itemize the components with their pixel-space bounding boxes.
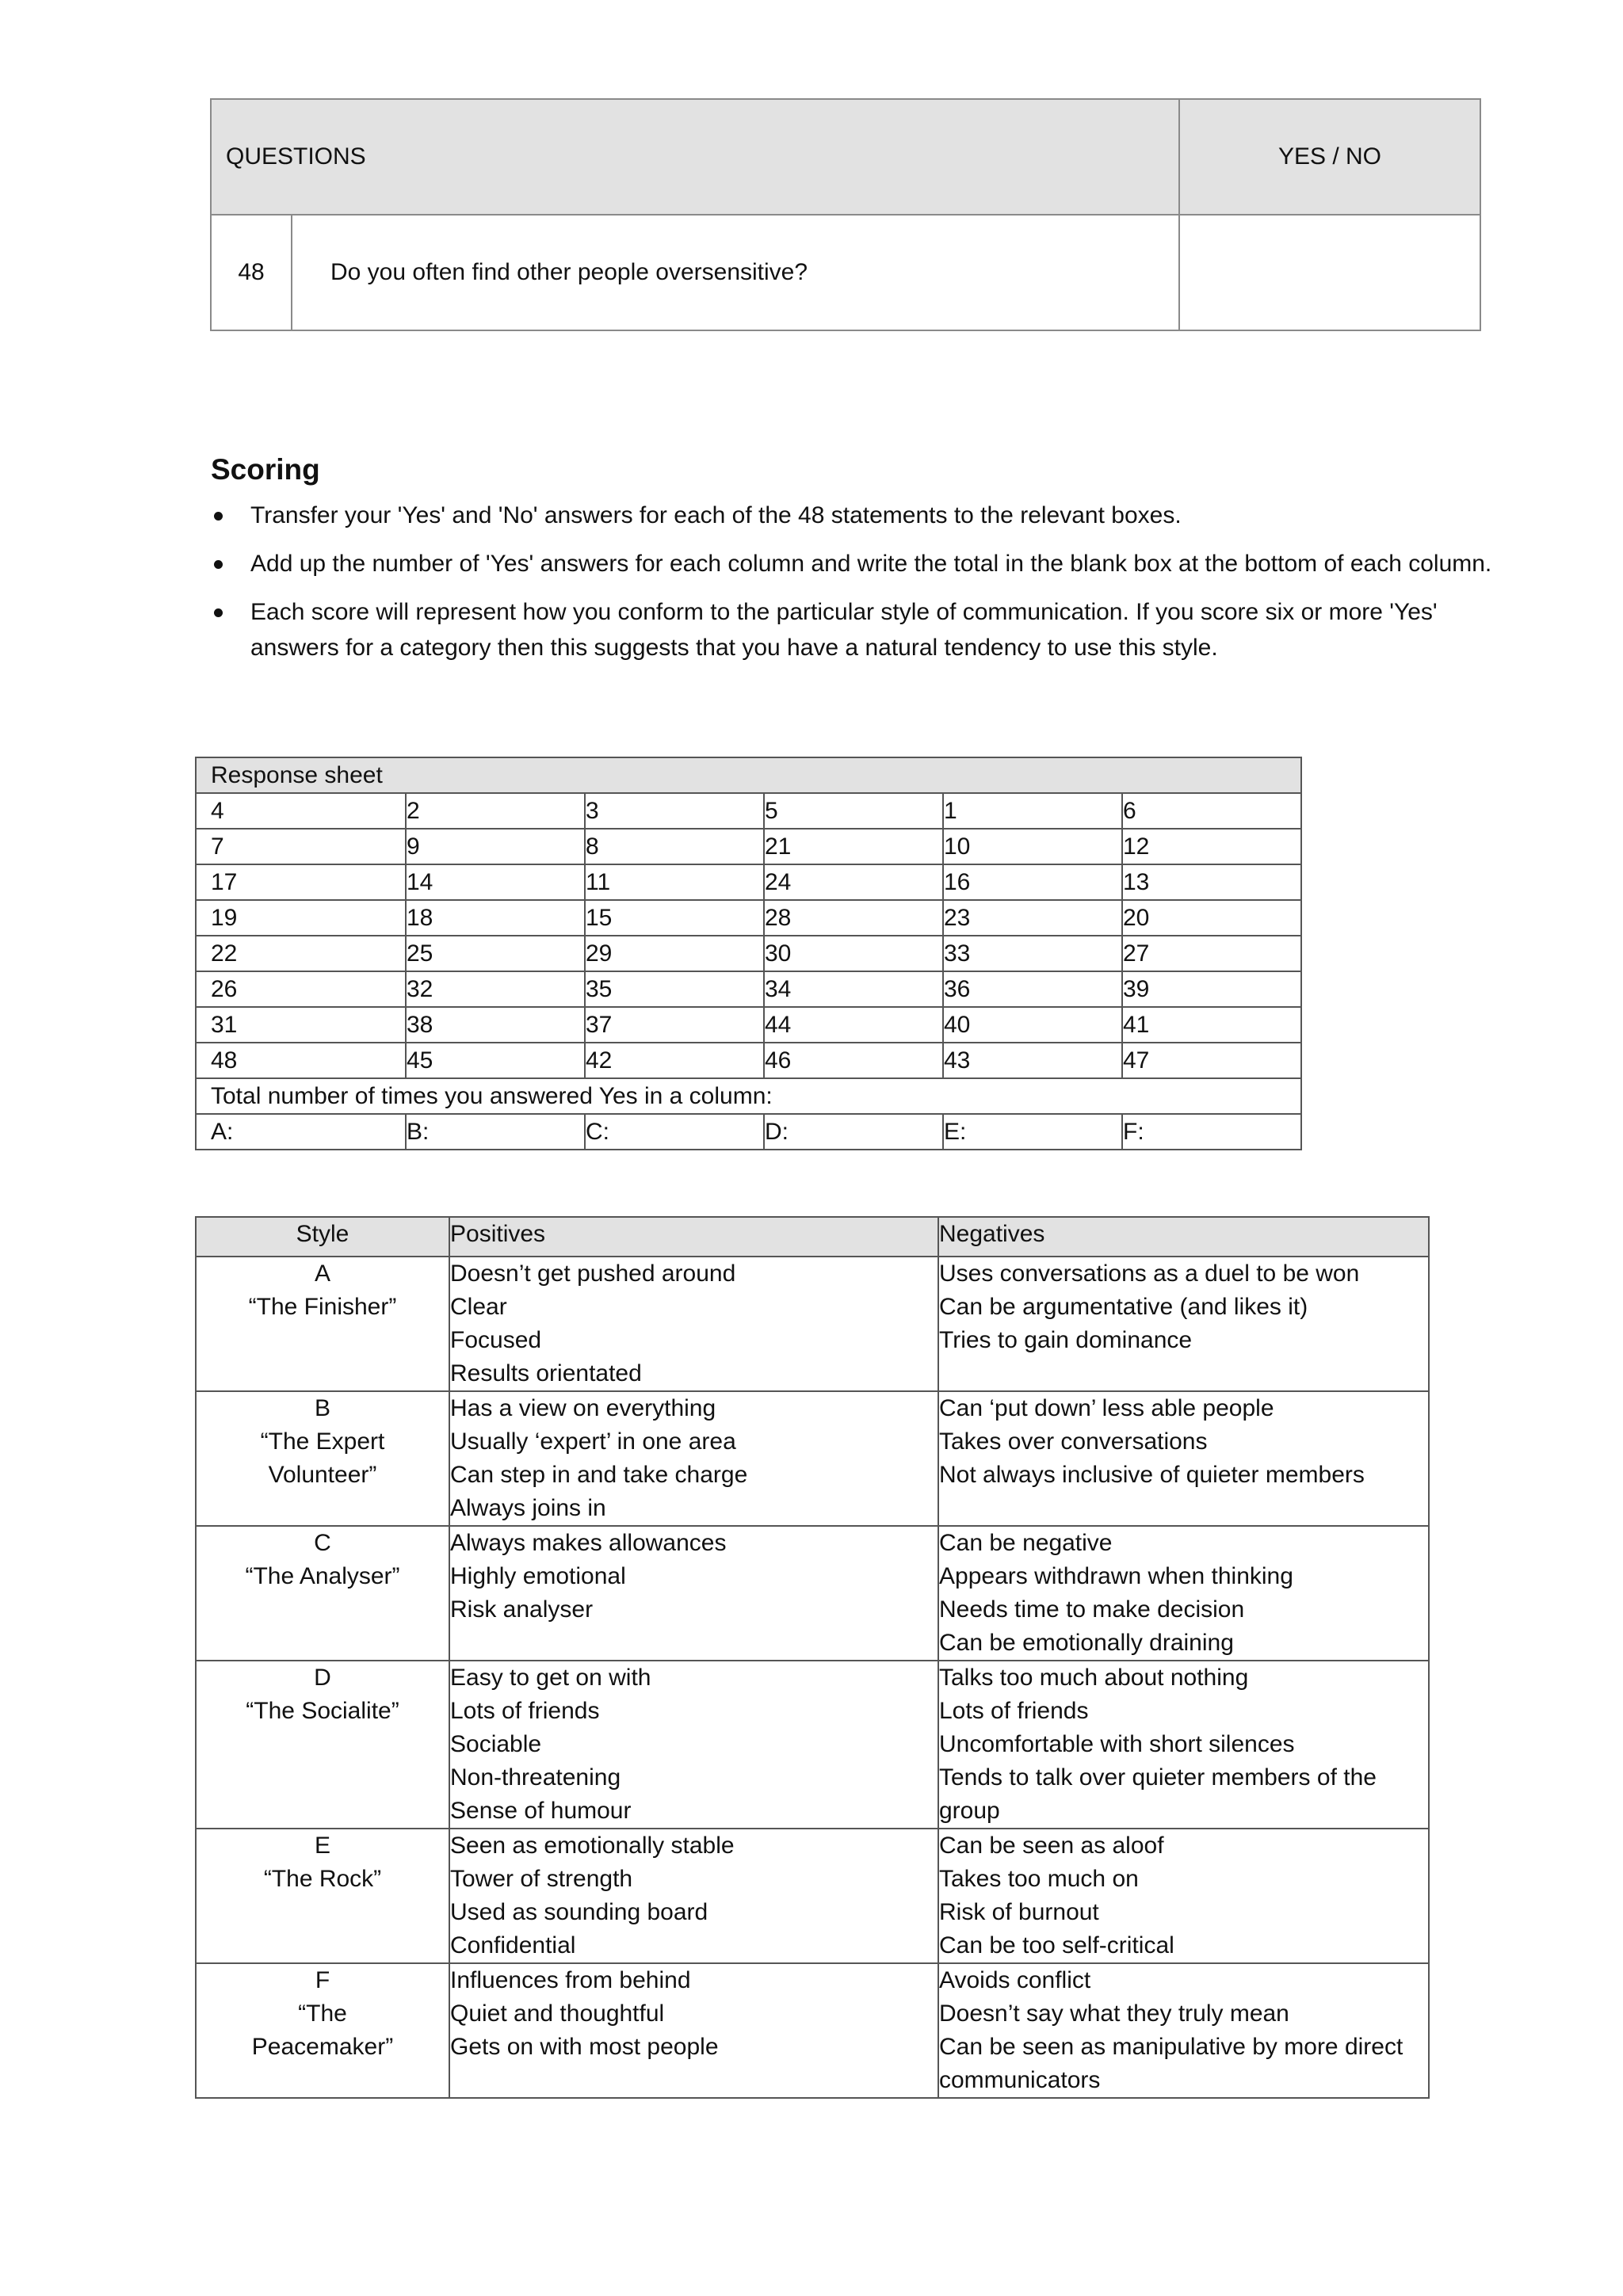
- scoring-bullet: Transfer your 'Yes' and 'No' answers for each of the 48 statements to the relevant boxes.: [211, 498, 1495, 533]
- statement-number-cell: 23: [943, 900, 1122, 936]
- positive-trait: Clear: [450, 1294, 507, 1320]
- negative-trait: Can ‘put down’ less able people: [939, 1395, 1274, 1421]
- statement-number-cell: 46: [764, 1043, 943, 1078]
- negatives-cell: [938, 1257, 1429, 1391]
- style-row: [196, 1829, 1429, 1963]
- statement-number-cell: 4: [196, 793, 406, 829]
- negative-trait: Avoids conflict: [939, 1967, 1091, 1993]
- positive-trait: Gets on with most people: [450, 2034, 719, 2060]
- statement-number-cell: 38: [406, 1007, 585, 1043]
- statement-number-cell: 34: [764, 971, 943, 1007]
- statement-number-cell: 47: [1122, 1043, 1301, 1078]
- negative-trait: Takes too much on: [939, 1866, 1139, 1892]
- style-name: “The Rock”: [263, 1866, 382, 1892]
- statement-number-cell: 20: [1122, 900, 1301, 936]
- statement-number-cell: 40: [943, 1007, 1122, 1043]
- style-cell: [196, 1391, 449, 1526]
- statement-number-cell: 2: [406, 793, 585, 829]
- statement-number-cell: 37: [585, 1007, 764, 1043]
- positive-trait: Has a view on everything: [450, 1395, 716, 1421]
- positive-trait: Confidential: [450, 1932, 576, 1958]
- statement-number-cell: 17: [196, 864, 406, 900]
- negative-trait: Can be too self-critical: [939, 1932, 1174, 1958]
- negative-trait: Risk of burnout: [939, 1899, 1099, 1925]
- statement-number-cell: 10: [943, 829, 1122, 864]
- statement-number-cell: 35: [585, 971, 764, 1007]
- style-cell: [196, 1526, 449, 1661]
- statement-number-cell: 42: [585, 1043, 764, 1078]
- response-row: [196, 900, 1301, 936]
- style-name: “The Analyser”: [245, 1563, 400, 1589]
- question-number: 48: [211, 215, 292, 330]
- positive-trait: Sociable: [450, 1731, 542, 1757]
- total-column-b[interactable]: B:: [406, 1114, 585, 1150]
- statement-number-cell: 15: [585, 900, 764, 936]
- style-name: “The Expert Volunteer”: [260, 1428, 385, 1488]
- negative-trait: Uncomfortable with short silences: [939, 1731, 1295, 1757]
- statement-number-cell: 43: [943, 1043, 1122, 1078]
- statement-number-cell: 31: [196, 1007, 406, 1043]
- positive-trait: Doesn’t get pushed around: [450, 1261, 736, 1287]
- questions-header-row: [211, 99, 1480, 215]
- statement-number-cell: 29: [585, 936, 764, 971]
- style-row: [196, 1257, 1429, 1391]
- style-row: [196, 1661, 1429, 1829]
- positive-trait: Used as sounding board: [450, 1899, 708, 1925]
- response-sheet-title: Response sheet: [196, 757, 1301, 793]
- question-row: [211, 215, 1480, 330]
- style-name: “The Peacemaker”: [251, 2000, 394, 2060]
- style-name: “The Socialite”: [246, 1698, 399, 1724]
- styles-body: [196, 1257, 1429, 2098]
- positive-trait: Risk analyser: [450, 1596, 594, 1623]
- positives-cell: [449, 1257, 938, 1391]
- statement-number-cell: 12: [1122, 829, 1301, 864]
- statement-number-cell: 32: [406, 971, 585, 1007]
- positive-trait: Tower of strength: [450, 1866, 633, 1892]
- response-sheet-title-row: [196, 757, 1301, 793]
- style-cell: [196, 1963, 449, 2098]
- total-column-f[interactable]: F:: [1122, 1114, 1301, 1150]
- positive-trait: Sense of humour: [450, 1798, 632, 1824]
- statement-number-cell: 19: [196, 900, 406, 936]
- positive-trait: Quiet and thoughtful: [450, 2000, 665, 2027]
- negative-trait: Tends to talk over quieter members of the group: [939, 1764, 1377, 1824]
- negative-trait: Can be emotionally draining: [939, 1630, 1234, 1656]
- statement-number-cell: 3: [585, 793, 764, 829]
- response-row: [196, 793, 1301, 829]
- response-sheet-body: [196, 793, 1301, 1078]
- positives-column-header: Positives: [449, 1217, 938, 1257]
- positive-trait: Usually ‘expert’ in one area: [450, 1428, 736, 1455]
- negative-trait: Can be seen as manipulative by more direct communicators: [939, 2034, 1403, 2093]
- statement-number-cell: 8: [585, 829, 764, 864]
- negatives-cell: [938, 1526, 1429, 1661]
- negatives-cell: [938, 1661, 1429, 1829]
- positive-trait: Always makes allowances: [450, 1530, 727, 1556]
- positive-trait: Seen as emotionally stable: [450, 1833, 735, 1859]
- negatives-cell: [938, 1391, 1429, 1526]
- negative-trait: Lots of friends: [939, 1698, 1089, 1724]
- total-column-c[interactable]: C:: [585, 1114, 764, 1150]
- negatives-cell: [938, 1829, 1429, 1963]
- statement-number-cell: 45: [406, 1043, 585, 1078]
- statement-number-cell: 11: [585, 864, 764, 900]
- total-column-a[interactable]: A:: [196, 1114, 406, 1150]
- style-letter: B: [314, 1395, 330, 1421]
- positives-cell: [449, 1661, 938, 1829]
- response-row: [196, 864, 1301, 900]
- scoring-bullet: Add up the number of 'Yes' answers for each column and write the total in the blank box at the bottom of each column.: [211, 546, 1495, 582]
- style-letter: E: [314, 1833, 330, 1859]
- style-letter: C: [314, 1530, 331, 1556]
- statement-number-cell: 22: [196, 936, 406, 971]
- statement-number-cell: 28: [764, 900, 943, 936]
- scoring-heading: Scoring: [211, 453, 320, 486]
- positive-trait: Influences from behind: [450, 1967, 691, 1993]
- total-column-d[interactable]: D:: [764, 1114, 943, 1150]
- statement-number-cell: 6: [1122, 793, 1301, 829]
- yes-no-answer-cell[interactable]: [1179, 215, 1480, 330]
- scoring-bullet: Each score will represent how you conform to the particular style of communication. If you score six or more 'Yes' answers for a category then this suggests that you have a natural tendency to use this style.: [211, 594, 1495, 666]
- statement-number-cell: 13: [1122, 864, 1301, 900]
- statement-number-cell: 21: [764, 829, 943, 864]
- style-letter: D: [314, 1665, 331, 1691]
- positive-trait: Results orientated: [450, 1360, 642, 1386]
- negatives-column-header: Negatives: [938, 1217, 1429, 1257]
- response-row: [196, 936, 1301, 971]
- statement-number-cell: 16: [943, 864, 1122, 900]
- style-row: [196, 1963, 1429, 2098]
- statement-number-cell: 33: [943, 936, 1122, 971]
- statement-number-cell: 44: [764, 1007, 943, 1043]
- response-row: [196, 1043, 1301, 1078]
- styles-header-row: [196, 1217, 1429, 1257]
- positive-trait: Highly emotional: [450, 1563, 626, 1589]
- question-text: Do you often find other people oversensitive?: [292, 215, 1179, 330]
- positives-cell: [449, 1963, 938, 2098]
- negative-trait: Can be seen as aloof: [939, 1833, 1164, 1859]
- style-cell: [196, 1257, 449, 1391]
- statement-number-cell: 25: [406, 936, 585, 971]
- statement-number-cell: 14: [406, 864, 585, 900]
- positive-trait: Easy to get on with: [450, 1665, 651, 1691]
- style-row: [196, 1526, 1429, 1661]
- positive-trait: Can step in and take charge: [450, 1462, 748, 1488]
- communication-styles-table: [195, 1216, 1430, 2099]
- response-row: [196, 971, 1301, 1007]
- statement-number-cell: 36: [943, 971, 1122, 1007]
- positives-cell: [449, 1526, 938, 1661]
- negative-trait: Uses conversations as a duel to be won: [939, 1261, 1360, 1287]
- style-row: [196, 1391, 1429, 1526]
- negative-trait: Can be argumentative (and likes it): [939, 1294, 1308, 1320]
- statement-number-cell: 18: [406, 900, 585, 936]
- statement-number-cell: 41: [1122, 1007, 1301, 1043]
- statement-number-cell: 39: [1122, 971, 1301, 1007]
- negatives-cell: [938, 1963, 1429, 2098]
- response-total-row: [196, 1114, 1301, 1150]
- scoring-instructions: [211, 498, 1495, 678]
- style-cell: [196, 1829, 449, 1963]
- statement-number-cell: 27: [1122, 936, 1301, 971]
- positives-cell: [449, 1391, 938, 1526]
- statement-number-cell: 48: [196, 1043, 406, 1078]
- negative-trait: Takes over conversations: [939, 1428, 1208, 1455]
- yes-no-column-header: YES / NO: [1179, 99, 1480, 215]
- statement-number-cell: 7: [196, 829, 406, 864]
- negative-trait: Tries to gain dominance: [939, 1327, 1193, 1353]
- negative-trait: Doesn’t say what they truly mean: [939, 2000, 1289, 2027]
- style-letter: A: [314, 1261, 330, 1287]
- positive-trait: Lots of friends: [450, 1698, 600, 1724]
- questions-table: [210, 98, 1481, 331]
- statement-number-cell: 9: [406, 829, 585, 864]
- negative-trait: Can be negative: [939, 1530, 1113, 1556]
- statement-number-cell: 24: [764, 864, 943, 900]
- response-total-label: Total number of times you answered Yes in a column:: [196, 1078, 1301, 1114]
- style-column-header: Style: [196, 1217, 449, 1257]
- negative-trait: Needs time to make decision: [939, 1596, 1245, 1623]
- total-column-e[interactable]: E:: [943, 1114, 1122, 1150]
- statement-number-cell: 26: [196, 971, 406, 1007]
- positive-trait: Focused: [450, 1327, 542, 1353]
- positive-trait: Always joins in: [450, 1495, 606, 1521]
- response-sheet-table: [195, 757, 1302, 1150]
- negative-trait: Talks too much about nothing: [939, 1665, 1249, 1691]
- response-row: [196, 1007, 1301, 1043]
- response-total-label-row: [196, 1078, 1301, 1114]
- negative-trait: Not always inclusive of quieter members: [939, 1462, 1365, 1488]
- style-name: “The Finisher”: [248, 1294, 397, 1320]
- statement-number-cell: 30: [764, 936, 943, 971]
- response-row: [196, 829, 1301, 864]
- positives-cell: [449, 1829, 938, 1963]
- questions-column-header: QUESTIONS: [211, 99, 1179, 215]
- statement-number-cell: 1: [943, 793, 1122, 829]
- style-cell: [196, 1661, 449, 1829]
- negative-trait: Appears withdrawn when thinking: [939, 1563, 1293, 1589]
- statement-number-cell: 5: [764, 793, 943, 829]
- style-letter: F: [315, 1967, 330, 1993]
- positive-trait: Non-threatening: [450, 1764, 621, 1791]
